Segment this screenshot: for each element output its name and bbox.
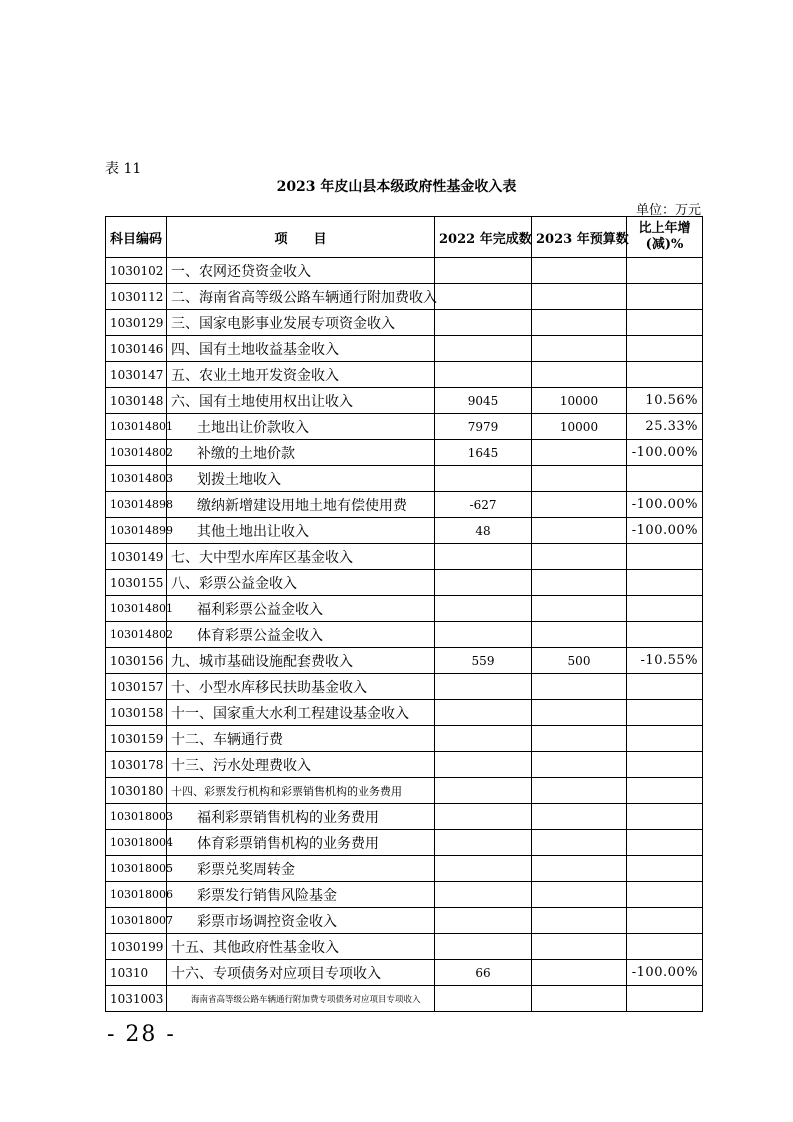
row-2023-budget [532,440,627,466]
row-change-pct: 25.33% [627,414,703,440]
row-code: 1030102 [106,258,167,284]
row-2022-actual [435,570,532,596]
row-2023-budget [532,492,627,518]
row-change-pct [627,336,703,362]
row-2023-budget [532,960,627,986]
row-2022-actual [435,284,532,310]
row-code: 1030112 [106,284,167,310]
row-2022-actual [435,804,532,830]
row-change-pct [627,934,703,960]
row-2022-actual: -627 [435,492,532,518]
row-2023-budget [532,934,627,960]
row-change-pct [627,544,703,570]
row-2023-budget [532,778,627,804]
row-change-pct [627,466,703,492]
row-code: 1030129 [106,310,167,336]
row-2023-budget [532,700,627,726]
row-2023-budget [532,570,627,596]
row-2023-budget [532,362,627,388]
row-item: 十一、国家重大水利工程建设基金收入 [167,700,435,726]
row-item: 十四、彩票发行机构和彩票销售机构的业务费用 [167,778,435,804]
row-2022-actual [435,752,532,778]
row-change-pct [627,258,703,284]
row-change-pct [627,804,703,830]
row-code: 103014801 [106,596,167,622]
table-row [106,414,703,440]
row-change-pct [627,778,703,804]
row-item: 九、城市基础设施配套费收入 [167,648,435,674]
row-item: 补缴的土地价款 [167,440,435,466]
row-code: 1030157 [106,674,167,700]
row-item: 其他土地出让收入 [167,518,435,544]
row-2023-budget [532,284,627,310]
row-2022-actual [435,726,532,752]
row-2023-budget [532,596,627,622]
row-change-pct [627,570,703,596]
table-row [106,700,703,726]
row-code: 103014802 [106,622,167,648]
table-row [106,856,703,882]
table-row [106,258,703,284]
row-2023-budget [532,882,627,908]
row-code: 1030158 [106,700,167,726]
row-code: 1030178 [106,752,167,778]
table-row [106,440,703,466]
row-item: 福利彩票销售机构的业务费用 [167,804,435,830]
row-2022-actual: 7979 [435,414,532,440]
row-2022-actual [435,362,532,388]
row-code: 103014803 [106,466,167,492]
row-change-pct [627,362,703,388]
row-2022-actual: 9045 [435,388,532,414]
document-title: 2023 年皮山县本级政府性基金收入表 [276,179,517,195]
table-row [106,388,703,414]
row-2023-budget [532,856,627,882]
row-2023-budget [532,804,627,830]
table-row [106,622,703,648]
row-2023-budget [532,674,627,700]
row-2022-actual [435,674,532,700]
page-number: - 28 - [107,1022,176,1047]
row-2023-budget [532,258,627,284]
row-code: 103018007 [106,908,167,934]
table-row [106,310,703,336]
row-item: 二、海南省高等级公路车辆通行附加费收入 [167,284,435,310]
row-change-pct [627,596,703,622]
table-row [106,908,703,934]
table-row [106,492,703,518]
row-code: 1030147 [106,362,167,388]
table-row [106,284,703,310]
row-item: 十六、专项债务对应项目专项收入 [167,960,435,986]
row-change-pct [627,622,703,648]
table-row [106,726,703,752]
unit-label: 单位：万元 [635,203,701,218]
header-change-pct: 比上年增(减)% [627,217,703,258]
row-item: 体育彩票公益金收入 [167,622,435,648]
table-label: 表 11 [105,161,142,177]
header-2022-actual: 2022 年完成数 [435,217,532,258]
table-row [106,648,703,674]
row-2023-budget [532,726,627,752]
fund-revenue-table [105,216,703,1012]
row-2023-budget [532,466,627,492]
row-2022-actual [435,466,532,492]
table-header-row [106,217,703,258]
row-code: 103014802 [106,440,167,466]
table-row [106,882,703,908]
table-row [106,934,703,960]
row-item: 体育彩票销售机构的业务费用 [167,830,435,856]
row-change-pct [627,830,703,856]
row-code: 1030146 [106,336,167,362]
row-item: 缴纳新增建设用地土地有偿使用费 [167,492,435,518]
row-item: 五、农业土地开发资金收入 [167,362,435,388]
table-body [106,258,703,1012]
row-change-pct [627,986,703,1012]
row-change-pct [627,310,703,336]
row-item: 土地出让价款收入 [167,414,435,440]
table-row [106,596,703,622]
row-item: 六、国有土地使用权出让收入 [167,388,435,414]
row-2022-actual [435,544,532,570]
row-2022-actual [435,310,532,336]
row-2022-actual [435,986,532,1012]
row-2022-actual [435,258,532,284]
row-change-pct: -100.00% [627,440,703,466]
table-row [106,466,703,492]
row-2022-actual [435,622,532,648]
header-code: 科目编码 [106,217,167,258]
row-2023-budget: 10000 [532,414,627,440]
row-2023-budget [532,752,627,778]
header-2023-budget: 2023 年预算数 [532,217,627,258]
row-item: 一、农网还贷资金收入 [167,258,435,284]
row-2022-actual [435,830,532,856]
row-code: 10310 [106,960,167,986]
row-change-pct [627,752,703,778]
table-row [106,804,703,830]
row-2023-budget [532,518,627,544]
row-2022-actual [435,700,532,726]
row-2022-actual [435,908,532,934]
row-change-pct: -100.00% [627,960,703,986]
row-2023-budget [532,336,627,362]
row-item: 三、国家电影事业发展专项资金收入 [167,310,435,336]
row-2022-actual: 48 [435,518,532,544]
row-item: 十五、其他政府性基金收入 [167,934,435,960]
row-2023-budget [532,622,627,648]
row-change-pct [627,674,703,700]
row-item: 十、小型水库移民扶助基金收入 [167,674,435,700]
row-2023-budget: 500 [532,648,627,674]
row-change-pct [627,908,703,934]
row-change-pct: 10.56% [627,388,703,414]
row-2023-budget [532,830,627,856]
row-change-pct [627,856,703,882]
row-2023-budget [532,310,627,336]
row-code: 103018005 [106,856,167,882]
row-code: 1031003 [106,986,167,1012]
row-item: 海南省高等级公路车辆通行附加费专项债务对应项目专项收入 [167,986,435,1012]
row-change-pct: -100.00% [627,492,703,518]
row-item: 福利彩票公益金收入 [167,596,435,622]
table-row [106,752,703,778]
row-code: 1030149 [106,544,167,570]
row-change-pct: -10.55% [627,648,703,674]
row-2022-actual: 559 [435,648,532,674]
row-code: 103018004 [106,830,167,856]
row-2022-actual [435,596,532,622]
row-item: 彩票市场调控资金收入 [167,908,435,934]
table-row [106,778,703,804]
row-item: 彩票兑奖周转金 [167,856,435,882]
row-2023-budget [532,986,627,1012]
row-2022-actual: 66 [435,960,532,986]
row-code: 1030148 [106,388,167,414]
row-2022-actual [435,934,532,960]
row-change-pct [627,726,703,752]
row-change-pct: -100.00% [627,518,703,544]
row-2022-actual [435,778,532,804]
row-item: 划拨土地收入 [167,466,435,492]
row-code: 103014898 [106,492,167,518]
row-item: 八、彩票公益金收入 [167,570,435,596]
row-change-pct [627,882,703,908]
row-2023-budget: 10000 [532,388,627,414]
row-code: 103014801 [106,414,167,440]
row-code: 1030199 [106,934,167,960]
row-code: 103018006 [106,882,167,908]
row-code: 103014899 [106,518,167,544]
table-row [106,960,703,986]
row-2022-actual [435,336,532,362]
row-code: 1030180 [106,778,167,804]
table-row [106,336,703,362]
row-2023-budget [532,544,627,570]
row-2022-actual [435,882,532,908]
row-item: 十二、车辆通行费 [167,726,435,752]
row-item: 四、国有土地收益基金收入 [167,336,435,362]
row-code: 1030159 [106,726,167,752]
row-code: 1030156 [106,648,167,674]
table-row [106,674,703,700]
row-item: 彩票发行销售风险基金 [167,882,435,908]
table-row [106,362,703,388]
row-item: 十三、污水处理费收入 [167,752,435,778]
row-code: 103018003 [106,804,167,830]
row-2023-budget [532,908,627,934]
table-row [106,518,703,544]
table-row [106,544,703,570]
row-item: 七、大中型水库库区基金收入 [167,544,435,570]
row-change-pct [627,284,703,310]
row-code: 1030155 [106,570,167,596]
table-row [106,986,703,1012]
row-change-pct [627,700,703,726]
row-2022-actual [435,856,532,882]
row-2022-actual: 1645 [435,440,532,466]
header-item: 项 目 [167,217,435,258]
table-row [106,830,703,856]
table-row [106,570,703,596]
